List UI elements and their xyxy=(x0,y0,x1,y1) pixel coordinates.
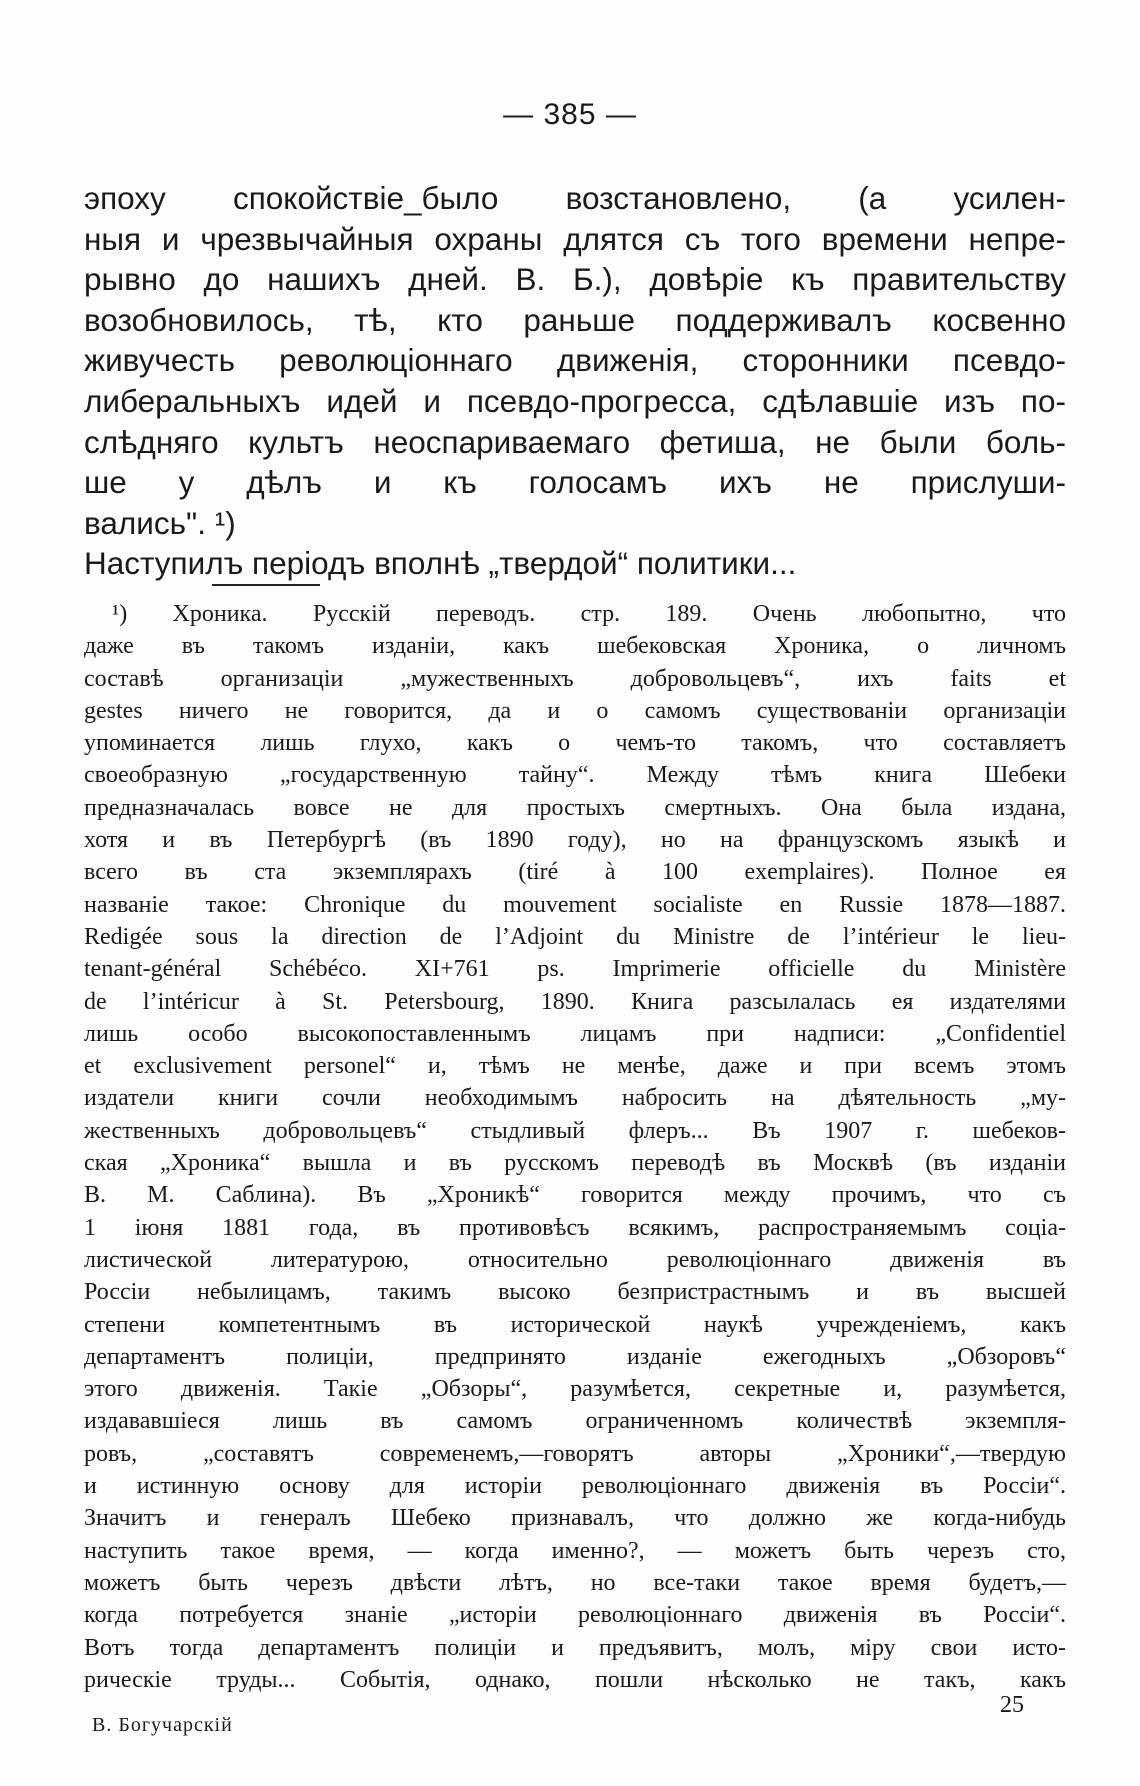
main-line: слѣдняго культъ неоспариваемаго фетиша, не были боль- xyxy=(84,423,1066,460)
footnote-line: ¹) Хроника. Русскій переводъ. стр. 189. Очень любопытно, что xyxy=(112,601,1066,627)
signature-mark: 25 xyxy=(1000,1692,1024,1718)
main-line: вались". ¹) xyxy=(84,504,236,541)
footnote-line: когда потребуется знаніе „исторіи революціоннаго движенія въ Россіи“. xyxy=(84,1602,1066,1629)
footnote-line: et exclusivement personel“ и, тѣмъ не менѣе, даже и при всемъ этомъ xyxy=(84,1053,1066,1080)
footnote-line: жественныхъ добровольцевъ“ стыдливый флеръ... Въ 1907 г. шебеков- xyxy=(84,1117,1066,1144)
footer-author: В. Богучарскій xyxy=(92,1714,233,1736)
page-number: — 385 — xyxy=(503,98,637,131)
footnote-line: Значитъ и генералъ Шебеко признавалъ, что должно же когда-нибудь xyxy=(84,1505,1066,1532)
footnote-line: листической литературою, относительно революціоннаго движенія въ xyxy=(84,1246,1066,1273)
footnote-line: наступить такое время, — когда именно?, — можетъ быть черезъ сто, xyxy=(84,1537,1066,1564)
footnote-line: ровъ, „составятъ современемъ,—говорятъ авторы „Хроники“,—твердую xyxy=(84,1440,1066,1467)
main-line: либеральныхъ идей и псевдо-прогресса, сдѣлавшіе изъ по- xyxy=(84,382,1066,419)
footnote-line: упоминается лишь глухо, какъ о чемъ-то такомъ, что составляетъ xyxy=(84,730,1066,757)
footnote-line: 1 іюня 1881 года, въ противовѣсъ всякимъ, распространяемымъ соціа- xyxy=(84,1214,1066,1241)
main-line: эпоху спокойствіе_было возстановлено, (а усилен- xyxy=(84,180,1066,216)
footnote-line: своеобразную „государственную тайну“. Между тѣмъ книга Шебеки xyxy=(84,762,1066,789)
footnote-line: рическіе труды... Событія, однако, пошли нѣсколько не такъ, какъ xyxy=(84,1666,1066,1693)
main-line: живучесть революціоннаго движенія, сторонники псевдо- xyxy=(84,342,1066,379)
footnote-line: издатели книги сочли необходимымъ набросить на дѣятельность „му- xyxy=(84,1085,1066,1112)
footnote-line: степени компетентнымъ въ исторической наукѣ учрежденіемъ, какъ xyxy=(84,1311,1066,1338)
footnote-line: Redigée sous la direction de l’Adjoint du Ministre de l’intérieur le lieu- xyxy=(84,923,1066,950)
footnote-line: tenant-général Schébéco. XI+761 ps. Imprimerie officielle du Ministère xyxy=(84,956,1066,983)
footnote-line: Россіи небылицамъ, такимъ высоко безпристрастнымъ и въ высшей xyxy=(84,1279,1066,1306)
footnote-line: Вотъ тогда департаментъ полиціи и предъявитъ, молъ, міру свои исто- xyxy=(84,1634,1066,1661)
footnote-line: de l’intéricur à St. Petersbourg, 1890. Книга разсылалась ея издателями xyxy=(84,988,1066,1015)
footnote-line: департаментъ полиціи, предпринято изданіе ежегодныхъ „Обзоровъ“ xyxy=(84,1343,1066,1370)
main-line: ше у дѣлъ и къ голосамъ ихъ не прислуши- xyxy=(84,464,1066,501)
footnote-line: издававшіеся лишь въ самомъ ограниченномъ количествѣ экземпля- xyxy=(84,1408,1066,1435)
footnote-line: ская „Хроника“ вышла и въ русскомъ переводѣ въ Москвѣ (въ изданіи xyxy=(84,1150,1066,1177)
footnote-line: составѣ организаціи „мужественныхъ добровольцевъ“, ихъ faits et xyxy=(84,665,1066,692)
main-text xyxy=(84,178,1066,584)
main-line: возобновилось, тѣ, кто раньше поддерживалъ косвенно xyxy=(84,301,1066,338)
main-line: рывно до нашихъ дней. В. Б.), довѣріе къ правительству xyxy=(84,261,1066,298)
footnote-line: предназначалась вовсе не для простыхъ смертныхъ. Она была издана, xyxy=(84,794,1066,821)
footnote-line: gestes ничего не говорится, да и о самомъ существованіи организаціи xyxy=(84,697,1066,724)
footnote-line: названіе такое: Chronique du mouvement socialiste en Russie 1878—1887. xyxy=(84,891,1066,918)
main-line: ныя и чрезвычайныя охраны длятся съ того времени непре- xyxy=(84,220,1066,257)
footnote-line: хотя и въ Петербургѣ (въ 1890 году), но на французскомъ языкѣ и xyxy=(84,827,1066,854)
footnote-line: и истинную основу для исторіи революціоннаго движенія въ Россіи“. xyxy=(84,1473,1066,1500)
footnote-divider xyxy=(212,584,320,586)
main-line-paragraph: Наступилъ періодъ вполнѣ „твердой“ политики... xyxy=(84,545,797,582)
footnote-line: можетъ быть черезъ двѣсти лѣтъ, но все-таки такое время будетъ,— xyxy=(84,1569,1066,1596)
footnote-line: даже въ такомъ изданіи, какъ шебековская Хроника, о личномъ xyxy=(84,633,1066,660)
footnote-text xyxy=(84,598,1066,1696)
footnote-line: лишь особо высокопоставленнымъ лицамъ при надписи: „Confidentiel xyxy=(84,1020,1066,1047)
footnote-line: этого движенія. Такіе „Обзоры“, разумѣется, секретные и, разумѣется, xyxy=(84,1376,1066,1403)
footnote-line: В. М. Саблина). Въ „Хроникѣ“ говорится между прочимъ, что съ xyxy=(84,1182,1066,1209)
footnote-line: всего въ ста экземплярахъ (tiré à 100 exemplaires). Полное ея xyxy=(84,859,1066,886)
